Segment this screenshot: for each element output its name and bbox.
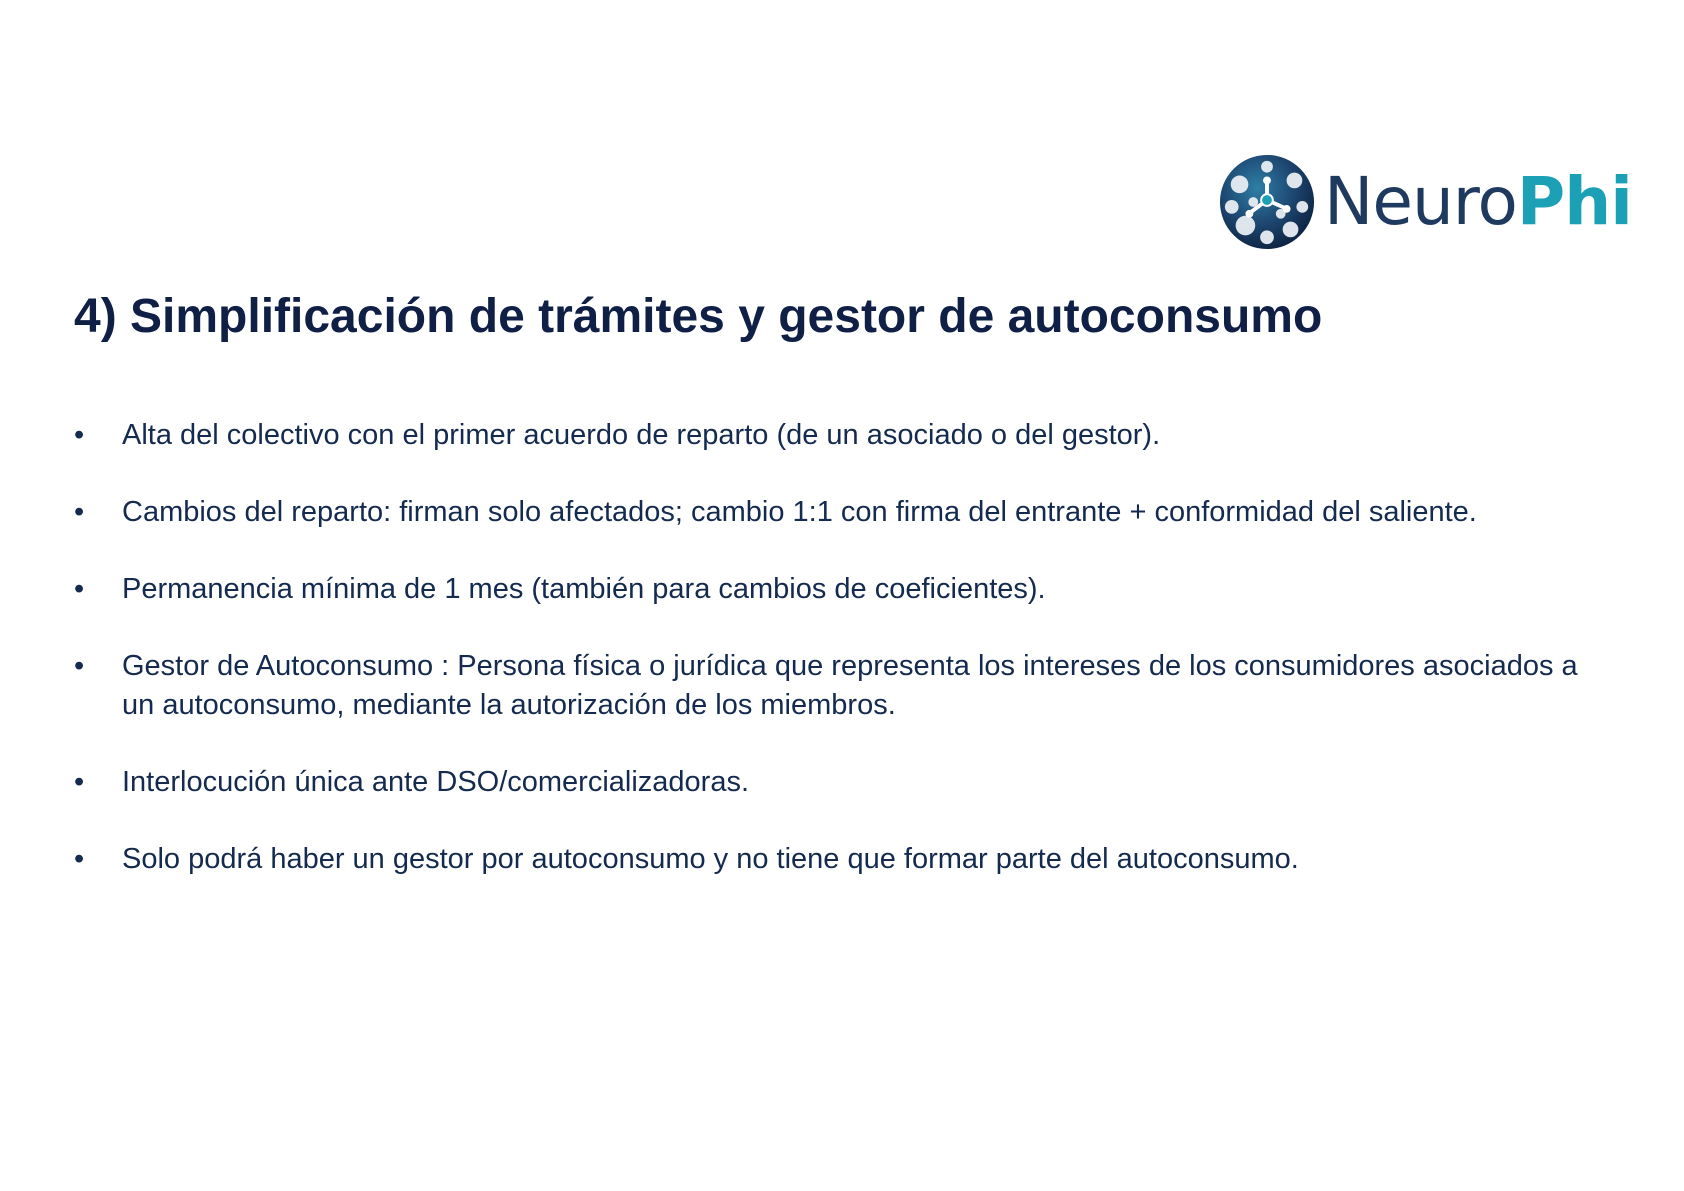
- bullet-text: Solo podrá haber un gestor por autoconsumo y no tiene que formar parte del autoconsumo.: [122, 843, 1299, 875]
- logo-word-neuro: Neuro: [1324, 163, 1517, 240]
- bullet-dot: •: [74, 573, 85, 605]
- logo-word-phi: Phi: [1516, 163, 1632, 240]
- bullet-dot: •: [74, 766, 85, 798]
- neurophi-logo: [1218, 153, 1632, 251]
- bullet-text: Permanencia mínima de 1 mes (también para cambios de coeficientes).: [122, 573, 1046, 605]
- bullet-text: Cambios del reparto: firman solo afectados; cambio 1:1 con firma del entrante + conformidad del saliente.: [122, 496, 1477, 528]
- bullet-item: [74, 570, 1604, 609]
- bullet-item: [74, 647, 1604, 725]
- bullet-item: [74, 840, 1604, 879]
- bullet-text: Gestor de Autoconsumo : Persona física o jurídica que representa los intereses de los consumidores asociados a un autoconsumo, mediante la autorización de los miembros.: [122, 650, 1578, 721]
- logo-wordmark: [1324, 163, 1632, 240]
- page-title: 4) Simplificación de trámites y gestor de autoconsumo: [74, 290, 1323, 343]
- bullet-dot: •: [74, 496, 85, 528]
- bullet-list: [74, 416, 1604, 917]
- bullet-item: [74, 763, 1604, 802]
- bullet-dot: •: [74, 419, 85, 451]
- neural-sphere-icon: [1218, 153, 1316, 251]
- bullet-text: Alta del colectivo con el primer acuerdo de reparto (de un asociado o del gestor).: [122, 419, 1161, 451]
- bullet-text: Interlocución única ante DSO/comercializadoras.: [122, 766, 750, 798]
- bullet-item: [74, 416, 1604, 455]
- bullet-dot: •: [74, 843, 85, 875]
- bullet-item: [74, 493, 1604, 532]
- bullet-dot: •: [74, 650, 85, 682]
